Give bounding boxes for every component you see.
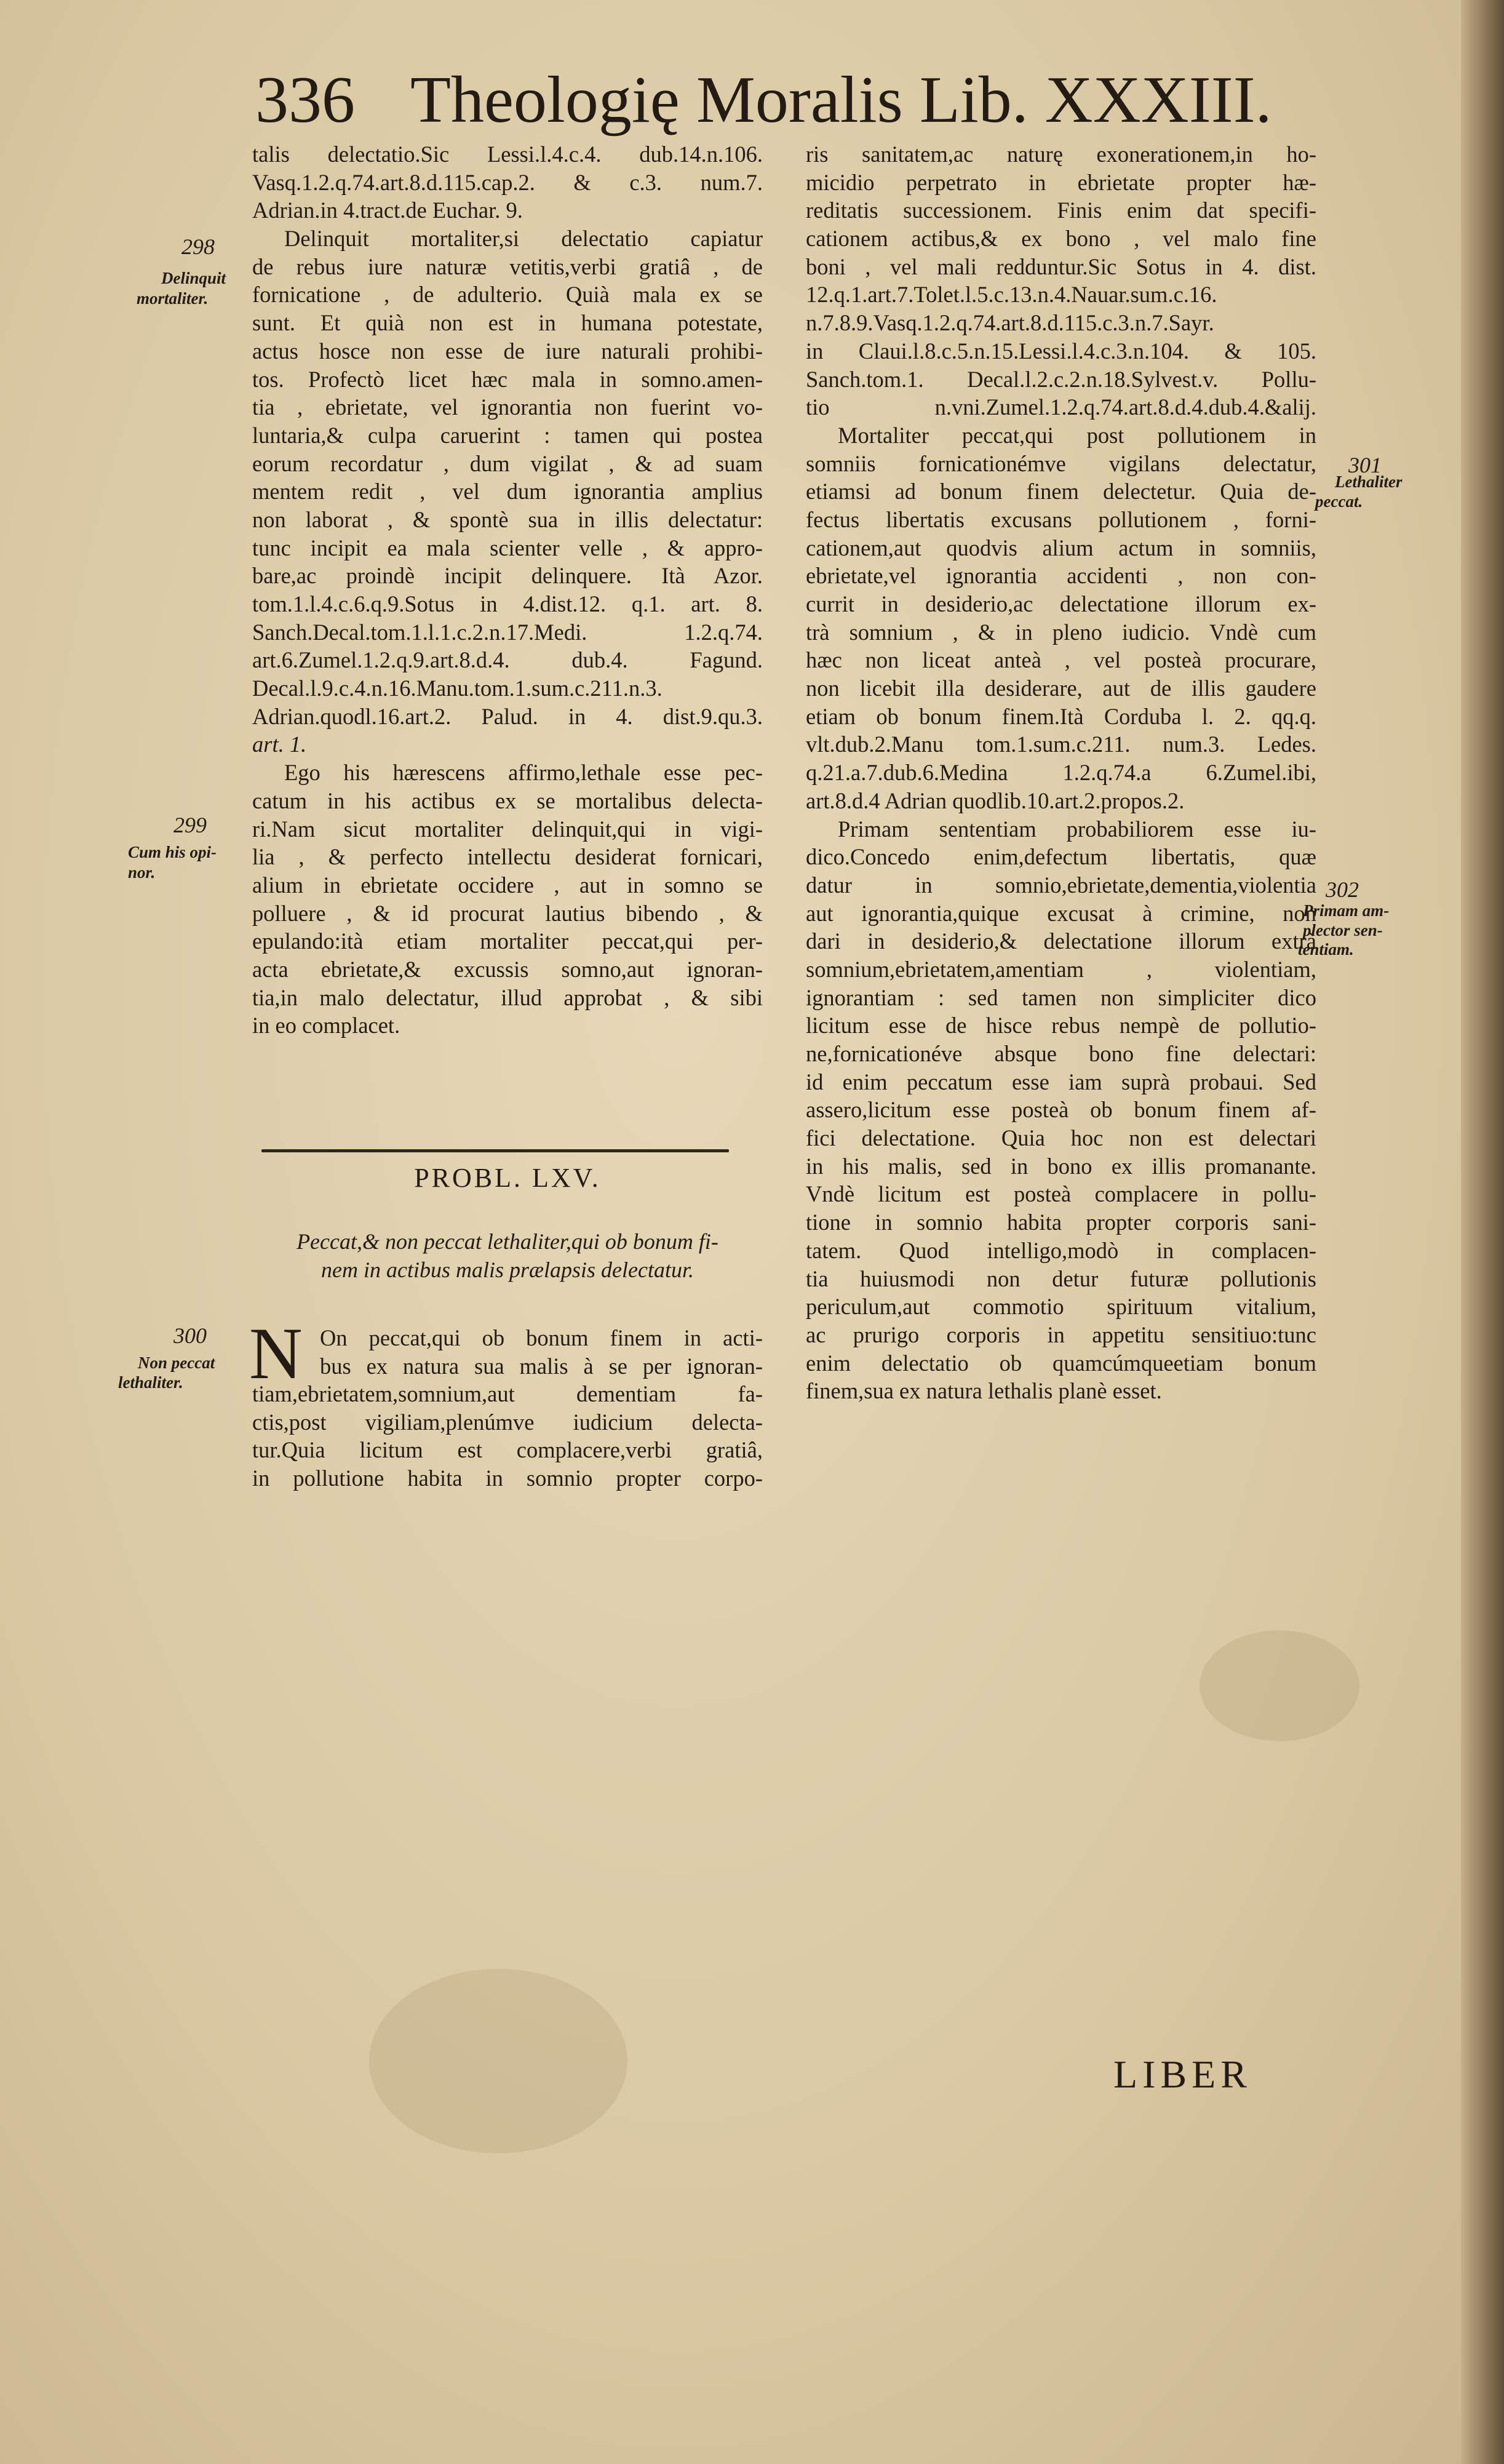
problem-body-continued [252, 1380, 763, 1493]
margin-note: tentiam. [1298, 940, 1354, 959]
text-line: tunc incipit ea mala scienter velle , & appro- [252, 535, 763, 560]
paper-stain [1200, 1630, 1359, 1741]
text-line: actus hosce non esse de iure naturali prohibi- [252, 338, 763, 364]
text-line: eorum recordatur , dum vigilat , & ad suam [252, 450, 763, 476]
text-line: ris sanitatem,ac naturę exonerationem,in ho- [806, 142, 1316, 167]
text-line: currit in desiderio,ac delectatione illorum ex- [806, 591, 1316, 616]
text-line: On peccat,qui ob bonum finem in acti- [320, 1325, 763, 1350]
text-line: mentem redit , vel dum ignorantia amplius [252, 479, 763, 504]
text-line: q.21.a.7.dub.6.Medina 1.2.q.74.a 6.Zumel.ibi, [806, 760, 1316, 786]
text-line: tia , ebrietate, vel ignorantia non fuerint vo- [252, 394, 763, 420]
text-line: hæc non liceat anteà , vel posteà procurare, [806, 647, 1316, 673]
margin-note: lethaliter. [118, 1373, 183, 1392]
text-line: dico.Concedo enim,defectum libertatis, quæ [806, 844, 1316, 870]
text-line: Primam sententiam probabiliorem esse iu- [838, 816, 1316, 842]
problem-body [320, 1324, 763, 1380]
text-line: fornicatione , de adulterio. Quià mala ex se [252, 282, 763, 308]
text-line: de rebus iure naturæ vetitis,verbi gratiâ , de [252, 253, 763, 279]
text-line: lia , & perfecto intellectu desiderat fornicari, [252, 844, 763, 870]
text-line: somniis fornicationémve vigilans delectatur, [806, 450, 1316, 476]
text-line: dari in desiderio,& delectatione illorum extrà [806, 928, 1316, 954]
subtitle-line: Peccat,& non peccat lethaliter,qui ob bonum fi- [296, 1229, 718, 1254]
text-line: Decal.l.9.c.4.n.16.Manu.tom.1.sum.c.211.n.3. [252, 676, 662, 701]
margin-note: mortaliter. [137, 289, 209, 308]
text-line: micidio perpetrato in ebrietate propter hæ- [806, 169, 1316, 195]
margin-note: peccat. [1315, 492, 1363, 511]
problem-heading: PROBL. LXV. [414, 1163, 601, 1193]
section-number: 299 [173, 813, 207, 837]
text-line: tur.Quia licitum est complacere,verbi gratiâ, [252, 1437, 763, 1463]
text-line: ac prurigo corporis in appetitu sensitiuo:tunc [806, 1322, 1316, 1347]
text-line: tio n.vni.Zumel.1.2.q.74.art.8.d.4.dub.4.&alij. [806, 394, 1316, 420]
text-line: in eo complacet. [252, 1013, 400, 1039]
text-line: tiam,ebrietatem,somnium,aut dementiam fa- [252, 1381, 763, 1406]
text-line: Vasq.1.2.q.74.art.8.d.115.cap.2. & c.3. num.7. [252, 169, 763, 195]
text-line: ne,fornicationéve absque bono fine delectari: [806, 1041, 1316, 1066]
text-line: ignorantiam : sed tamen non simpliciter dico [806, 984, 1316, 1010]
section-rule [261, 1149, 729, 1152]
text-line: somnium,ebrietatem,amentiam , violentiam, [806, 956, 1316, 982]
text-line: non licebit illa desiderare, aut de illis gaudere [806, 676, 1316, 701]
margin-note: Cum his opi- [128, 843, 217, 861]
text-line: talis delectatio.Sic Lessi.l.4.c.4. dub.14.n.106. [252, 142, 763, 167]
text-line: enim delectatio ob quamcúmqueetiam bonum [806, 1350, 1316, 1376]
text-line: boni , vel mali redduntur.Sic Sotus in 4. dist. [806, 253, 1316, 279]
margin-note: nor. [128, 863, 156, 882]
text-line: ebrietate,vel ignorantia accidenti , non con- [806, 563, 1316, 589]
text-line: tom.1.l.4.c.6.q.9.Sotus in 4.dist.12. q.1. art. 8. [252, 591, 763, 616]
text-line: Sanch.Decal.tom.1.l.1.c.2.n.17.Medi. 1.2.q.74. [252, 619, 763, 645]
text-line: epulando:ità etiam mortaliter peccat,qui per- [252, 928, 763, 954]
text-line: vlt.dub.2.Manu tom.1.sum.c.211. num.3. Ledes. [806, 732, 1316, 757]
page-number: 336 [255, 63, 355, 137]
catchword: LIBER [1113, 2052, 1252, 2096]
text-line: cationem,aut quodvis alium actum in somniis, [806, 535, 1316, 560]
text-line: finem,sua ex natura lethalis planè esset. [806, 1378, 1162, 1404]
text-line: polluere , & id procurat lautius bibendo , & [252, 900, 763, 926]
text-line: in his malis, sed in bono ex illis promanante. [806, 1153, 1316, 1179]
right-column [806, 140, 1316, 1405]
section-number: 302 [1326, 877, 1359, 902]
margin-note: Primam am- [1303, 901, 1390, 920]
paper-stain [369, 1969, 627, 2153]
text-line: aut ignorantia,quique excusat à crimine, non [806, 900, 1316, 926]
running-title: Theologię Moralis Lib. XXXIII. [410, 63, 1272, 137]
text-line: etiam ob bonum finem.Ità Corduba l. 2. qq.q. [806, 703, 1316, 729]
text-line: tia,in malo delectatur, illud approbat , & sibi [252, 984, 763, 1010]
text-line: luntaria,& culpa caruerint : tamen qui postea [252, 422, 763, 448]
section-number: 298 [181, 234, 215, 259]
text-line: licitum esse de hisce rebus nempè de pollutio- [806, 1013, 1316, 1039]
text-line: Adrian.in 4.tract.de Euchar. 9. [252, 197, 523, 223]
text-line: id enim peccatum esse iam suprà probaui. Sed [806, 1069, 1316, 1094]
text-line: Sanch.tom.1. Decal.l.2.c.2.n.18.Sylvest.v. Pollu- [806, 366, 1316, 392]
text-line: Vndè licitum est posteà complacere in pollu- [806, 1181, 1316, 1207]
text-line: non laborat , & spontè sua in illis delectatur: [252, 506, 763, 532]
text-line: tia huiusmodi non detur futuræ pollutionis [806, 1266, 1316, 1291]
left-column [252, 140, 763, 1040]
text-line: reditatis successionem. Finis enim dat specifi- [806, 197, 1316, 223]
text-line: Delinquit mortaliter,si delectatio capiatur [284, 226, 763, 252]
text-line: periculum,aut commotio spirituum vitalium, [806, 1294, 1316, 1320]
running-header [255, 62, 1313, 138]
text-line: cationem actibus,& ex bono , vel malo fine [806, 226, 1316, 252]
text-line: alium in ebrietate occidere , aut in somno se [252, 872, 763, 898]
text-line: assero,licitum esse posteà ob bonum finem af- [806, 1097, 1316, 1123]
text-line: sunt. Et quià non est in humana potestate, [252, 310, 763, 336]
text-line: etiamsi ad bonum finem delectetur. Quia de- [806, 479, 1316, 504]
text-line: bare,ac proindè incipit delinquere. Ità Azor. [252, 563, 763, 589]
text-line: art.6.Zumel.1.2.q.9.art.8.d.4. dub.4. Fagund. [252, 647, 763, 673]
text-line: in Claui.l.8.c.5.n.15.Lessi.l.4.c.3.n.104. & 105. [806, 338, 1316, 364]
text-line: n.7.8.9.Vasq.1.2.q.74.art.8.d.115.c.3.n.7.Sayr. [806, 310, 1214, 336]
text-line: datur in somnio,ebrietate,dementia,violentia [806, 872, 1316, 898]
subtitle-line: nem in actibus malis prælapsis delectatur. [321, 1257, 694, 1282]
text-line: 12.q.1.art.7.Tolet.l.5.c.13.n.4.Nauar.sum.c.16. [806, 282, 1217, 308]
text-line: fici delectatione. Quia hoc non est delectari [806, 1125, 1316, 1151]
problem-subtitle [252, 1227, 763, 1283]
margin-note: plector sen- [1303, 921, 1383, 939]
section-number: 300 [173, 1323, 207, 1348]
text-line: trà somnium , & in pleno iudicio. Vndè cum [806, 619, 1316, 645]
text-line: ri.Nam sicut mortaliter delinquit,qui in vigi- [252, 816, 763, 842]
section-number: 301 [1348, 453, 1382, 477]
text-line: tos. Profectò licet hæc mala in somno.amen- [252, 366, 763, 392]
margin-note: Non peccat [138, 1354, 215, 1372]
margin-note: Lethaliter [1335, 472, 1403, 491]
text-line: tione in somnio habita propter corporis sani- [806, 1210, 1316, 1235]
margin-note: Delinquit [161, 269, 226, 287]
text-line: bus ex natura sua malis à se per ignoran- [320, 1353, 763, 1379]
text-line: art. 1. [252, 732, 307, 757]
text-line: art.8.d.4 Adrian quodlib.10.art.2.propos.2. [806, 787, 1185, 813]
text-line: acta ebrietate,& excussis somno,aut ignoran- [252, 956, 763, 982]
text-line: ctis,post vigiliam,plenúmve iudicium delecta- [252, 1409, 763, 1435]
text-line: Ego his hærescens affirmo,lethale esse pec- [284, 760, 763, 786]
text-line: in pollutione habita in somnio propter corpo- [252, 1465, 763, 1491]
text-line: Adrian.quodl.16.art.2. Palud. in 4. dist.9.qu.3. [252, 703, 763, 729]
text-line: tatem. Quod intelligo,modò in complacen- [806, 1237, 1316, 1263]
text-line: fectus libertatis excusans pollutionem , forni- [806, 506, 1316, 532]
text-line: catum in his actibus ex se mortalibus delecta- [252, 787, 763, 813]
page-gutter-shadow [1461, 0, 1504, 2464]
drop-cap: N [249, 1312, 303, 1394]
text-line: Mortaliter peccat,qui post pollutionem in [838, 422, 1316, 448]
